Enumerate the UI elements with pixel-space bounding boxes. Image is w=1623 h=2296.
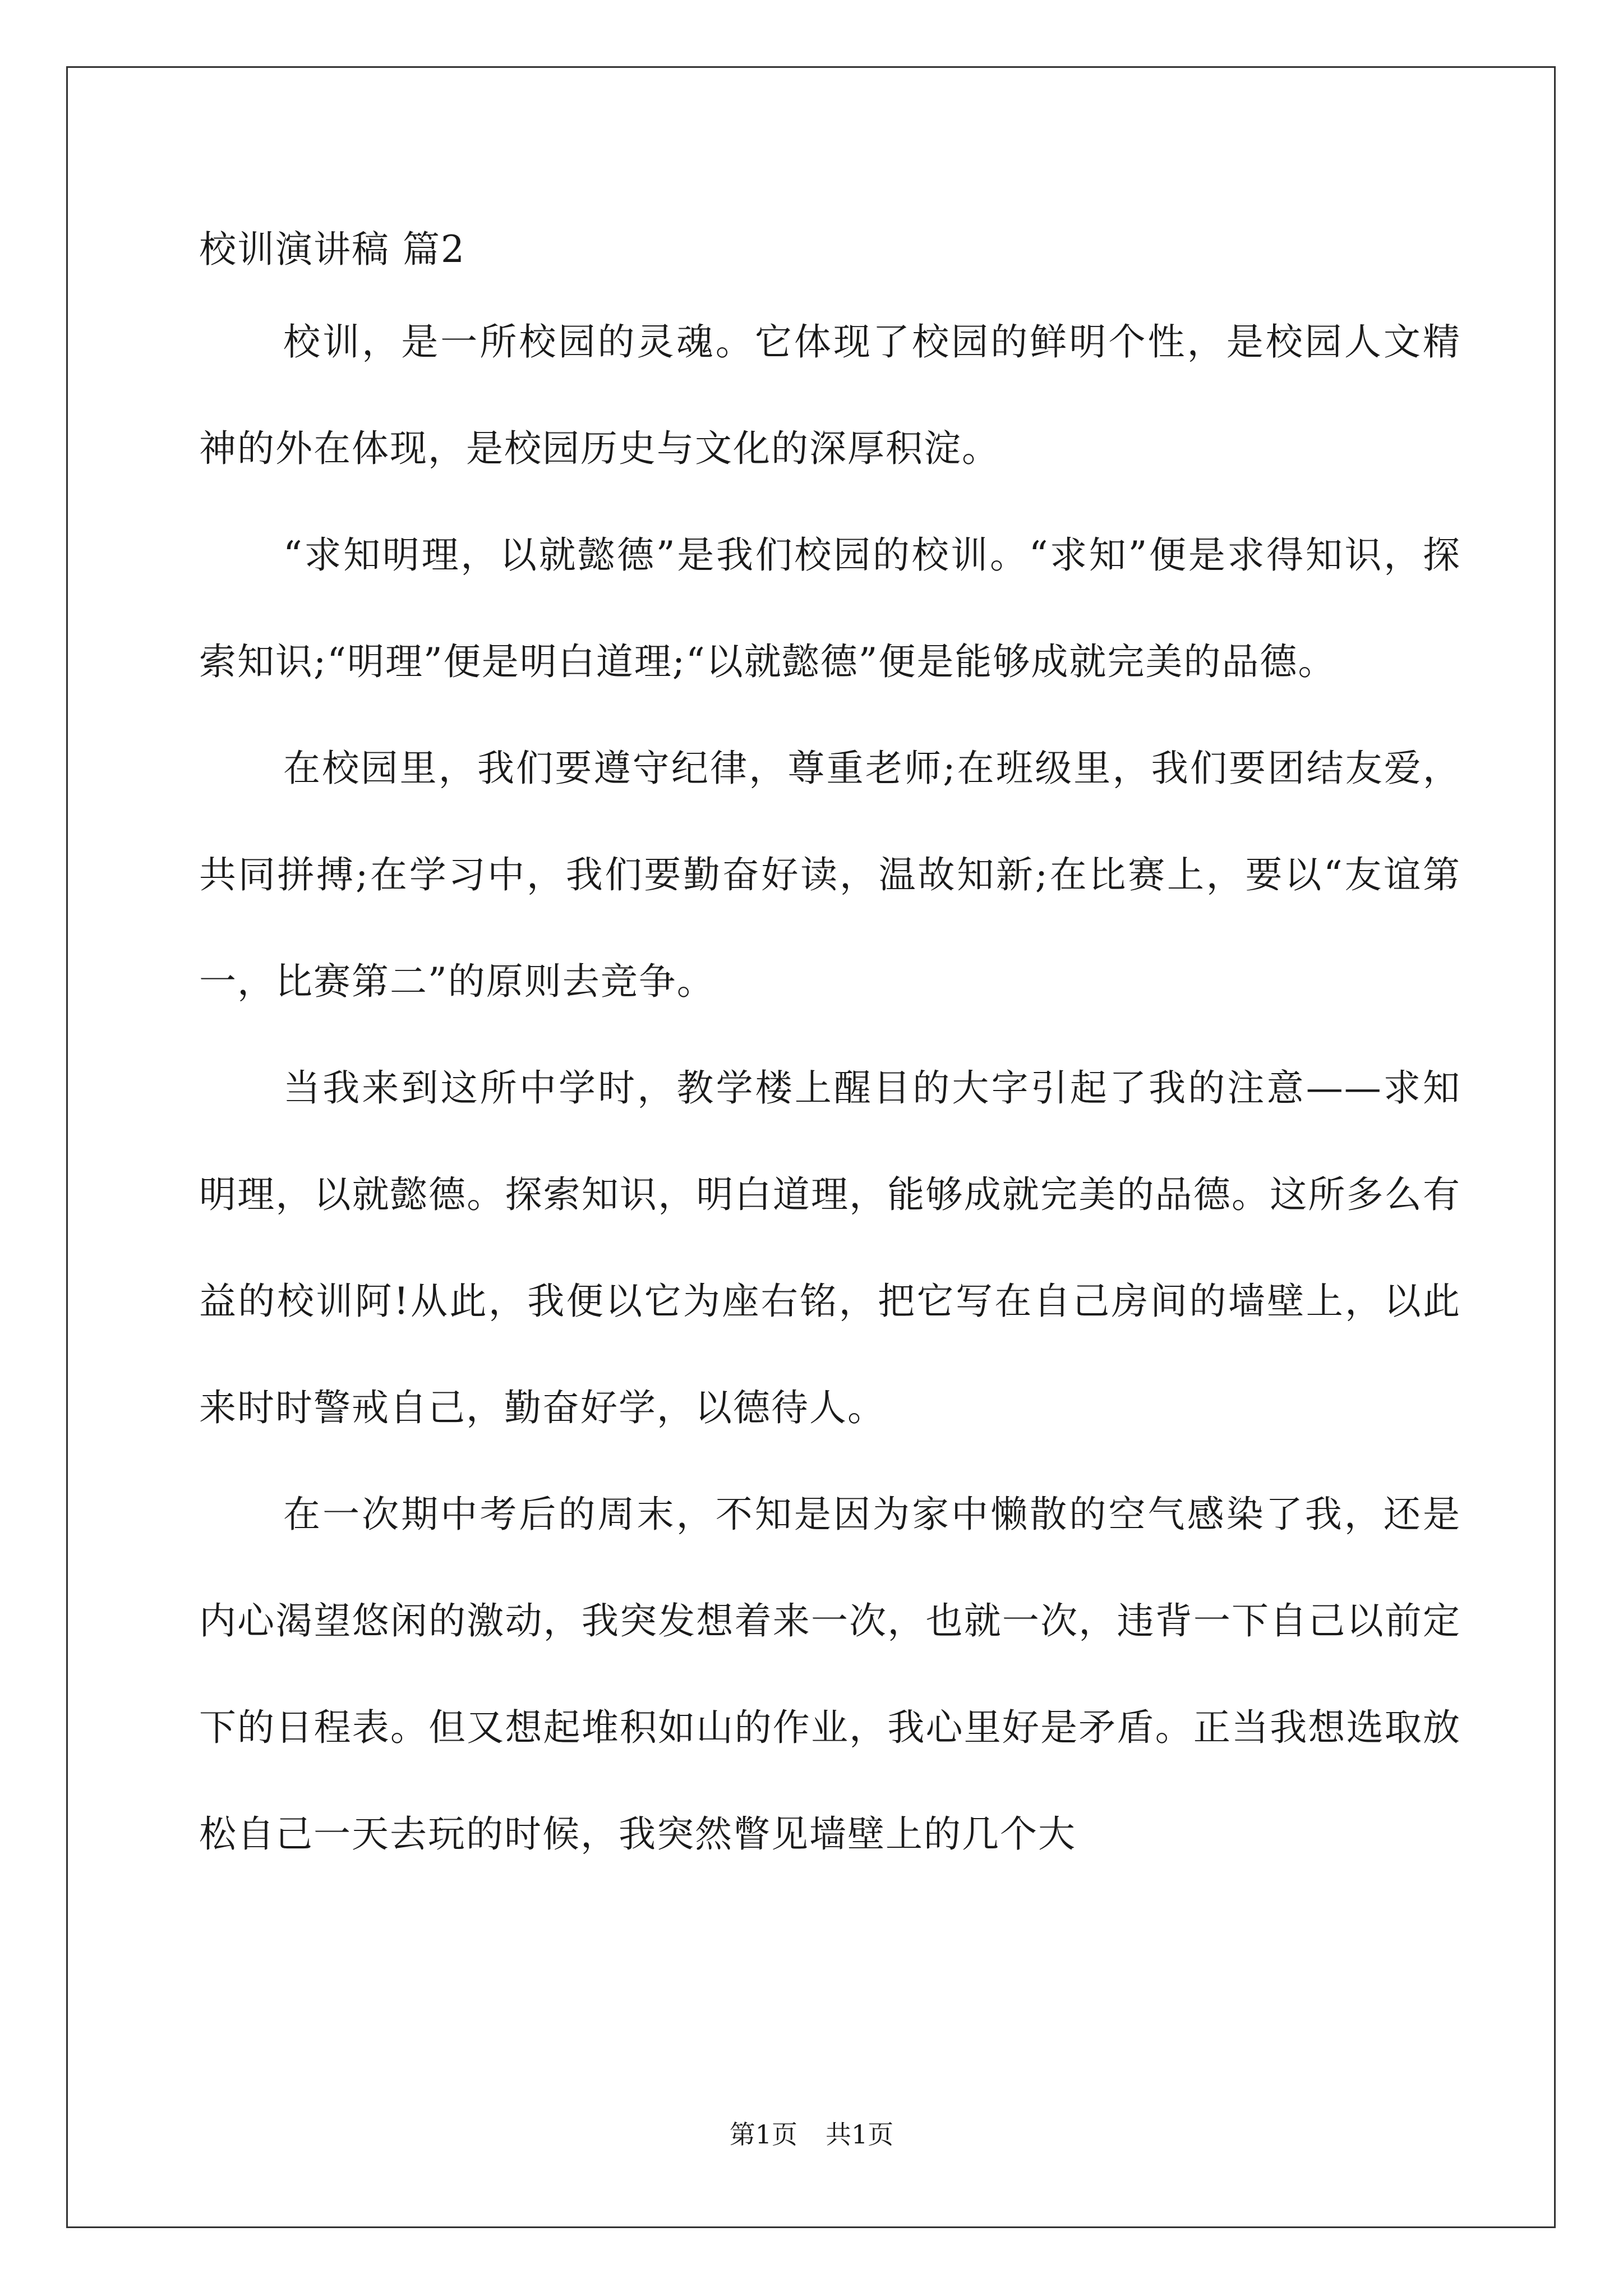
paragraph-4: 当我来到这所中学时，教学楼上醒目的大字引起了我的注意——求知明理，以就懿德。探索知识，明白道理，能够成就完美的品德。这所多么有益的校训阿!从此，我便以它为座右铭，把它写在自己房间的墙壁上，以此来时时警戒自己，勤奋好学，以德待人。 (199, 1066, 1461, 1429)
paragraph-1: 校训，是一所校园的灵魂。它体现了校园的鲜明个性，是校园人文精神的外在体现，是校园历史与文化的深厚积淀。 (199, 320, 1461, 470)
paragraph-5: 在一次期中考后的周末，不知是因为家中懒散的空气感染了我，还是内心渴望悠闲的激动，我突发想着来一次，也就一次，违背一下自己以前定下的日程表。但又想起堆积如山的作业，我心里好是矛盾。正当我想选取放松自己一天去玩的时候，我突然瞥见墙壁上的几个大 (199, 1493, 1461, 1856)
paragraph-2: “求知明理，以就懿德”是我们校园的校训。“求知”便是求得知识，探索知识;“明理”便是明白道理;“以就懿德”便是能够成就完美的品德。 (199, 533, 1461, 683)
document-body (199, 289, 1461, 1888)
page-footer (0, 2118, 1623, 2151)
paragraph-3: 在校园里，我们要遵守纪律，尊重老师;在班级里，我们要团结友爱，共同拼搏;在学习中，我们要勤奋好读，温故知新;在比赛上，要以“友谊第一，比赛第二”的原则去竞争。 (199, 747, 1461, 1003)
page-number-total: 共1页 (826, 2119, 894, 2150)
document-title: 校训演讲稿 篇2 (199, 228, 465, 271)
page-number-current: 第1页 (729, 2119, 797, 2150)
